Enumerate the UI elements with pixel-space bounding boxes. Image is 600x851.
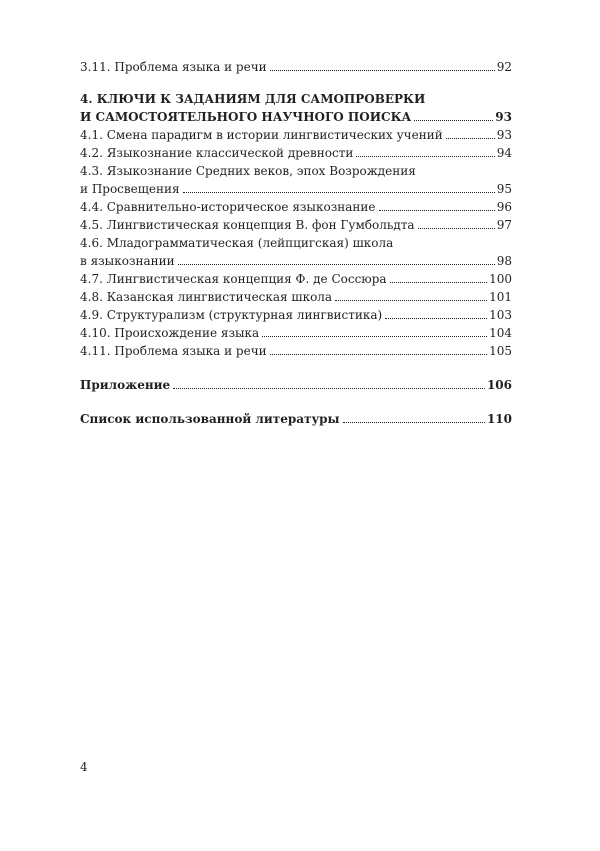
toc-entry-title-line-2: в языкознании (80, 254, 175, 268)
dot-leader (379, 210, 495, 211)
toc-entry-page: 110 (486, 412, 512, 426)
toc-entry-4-7 (80, 270, 512, 288)
toc-entry-4-4 (80, 198, 512, 216)
toc-entry-page: 98 (496, 254, 512, 268)
toc-entry-page: 101 (489, 290, 512, 304)
toc-entry-title: 4.11. Проблема языка и речи (80, 344, 267, 358)
toc-entry-3-11 (80, 58, 512, 76)
toc-entry-title: 4.7. Лингвистическая концепция Ф. де Соссюра (80, 272, 387, 286)
toc-entry-title: Список использованной литературы (80, 412, 340, 426)
toc-entry-title-line-1: 4.6. Младограмматическая (лейпцигская) школа (80, 236, 394, 250)
dot-leader (343, 422, 485, 423)
toc-entry-page: 105 (489, 344, 512, 358)
toc-entry-title: 4.4. Сравнительно-историческое языкознание (80, 200, 376, 214)
toc-entry-page: 97 (496, 218, 512, 232)
page-number: 4 (80, 760, 88, 774)
dot-leader (385, 318, 487, 319)
toc-entry-4-6 (80, 234, 512, 270)
toc-entry-title: 3.11. Проблема языка и речи (80, 60, 267, 74)
toc-entry-4-1 (80, 126, 512, 144)
dot-leader (390, 282, 488, 283)
toc-entry-page: 100 (489, 272, 512, 286)
toc-entry-page: 104 (489, 326, 512, 340)
dot-leader (173, 388, 485, 389)
toc-entry-page: 106 (486, 378, 512, 392)
toc-entry-4-10 (80, 324, 512, 342)
toc-section-4-heading (80, 90, 512, 126)
dot-leader (356, 156, 494, 157)
toc-entry-title: 4.1. Смена парадигм в истории лингвистических учений (80, 128, 443, 142)
dot-leader (262, 336, 487, 337)
dot-leader (178, 264, 495, 265)
section-title-line-2: И САМОСТОЯТЕЛЬНОГО НАУЧНОГО ПОИСКА (80, 110, 412, 124)
toc-entry-title: 4.2. Языкознание классической древности (80, 146, 354, 160)
toc-entry-appendix (80, 376, 512, 394)
toc-entry-4-3 (80, 162, 512, 198)
section-title-line-1: 4. КЛЮЧИ К ЗАДАНИЯМ ДЛЯ САМОПРОВЕРКИ (80, 92, 426, 106)
dot-leader (335, 300, 487, 301)
dot-leader (270, 70, 495, 71)
toc-entry-page: 94 (496, 146, 512, 160)
dot-leader (270, 354, 487, 355)
toc-entry-title: Приложение (80, 378, 171, 392)
toc-entry-4-9 (80, 306, 512, 324)
dot-leader (446, 138, 495, 139)
toc-entry-literature (80, 410, 512, 428)
dot-leader (414, 120, 493, 121)
toc-entry-4-8 (80, 288, 512, 306)
toc-entry-page: 103 (489, 308, 512, 322)
toc-entry-page: 92 (496, 60, 512, 74)
toc-entry-4-5 (80, 216, 512, 234)
toc-entry-title: 4.5. Лингвистическая концепция В. фон Гумбольдта (80, 218, 415, 232)
toc-entry-title-line-1: 4.3. Языкознание Средних веков, эпох Возрождения (80, 164, 416, 178)
toc-entry-4-11 (80, 342, 512, 360)
toc-entry-title-line-2: и Просвещения (80, 182, 180, 196)
toc-entry-title: 4.10. Происхождение языка (80, 326, 260, 340)
toc-entry-title: 4.9. Структурализм (структурная лингвистика) (80, 308, 383, 322)
dot-leader (183, 192, 495, 193)
toc-entry-4-2 (80, 144, 512, 162)
toc-entry-page: 93 (496, 128, 512, 142)
toc-entry-page: 95 (496, 182, 512, 196)
dot-leader (418, 228, 495, 229)
toc-entry-title: 4.8. Казанская лингвистическая школа (80, 290, 333, 304)
section-page: 93 (495, 110, 512, 124)
toc-entry-page: 96 (496, 200, 512, 214)
table-of-contents (80, 58, 512, 428)
